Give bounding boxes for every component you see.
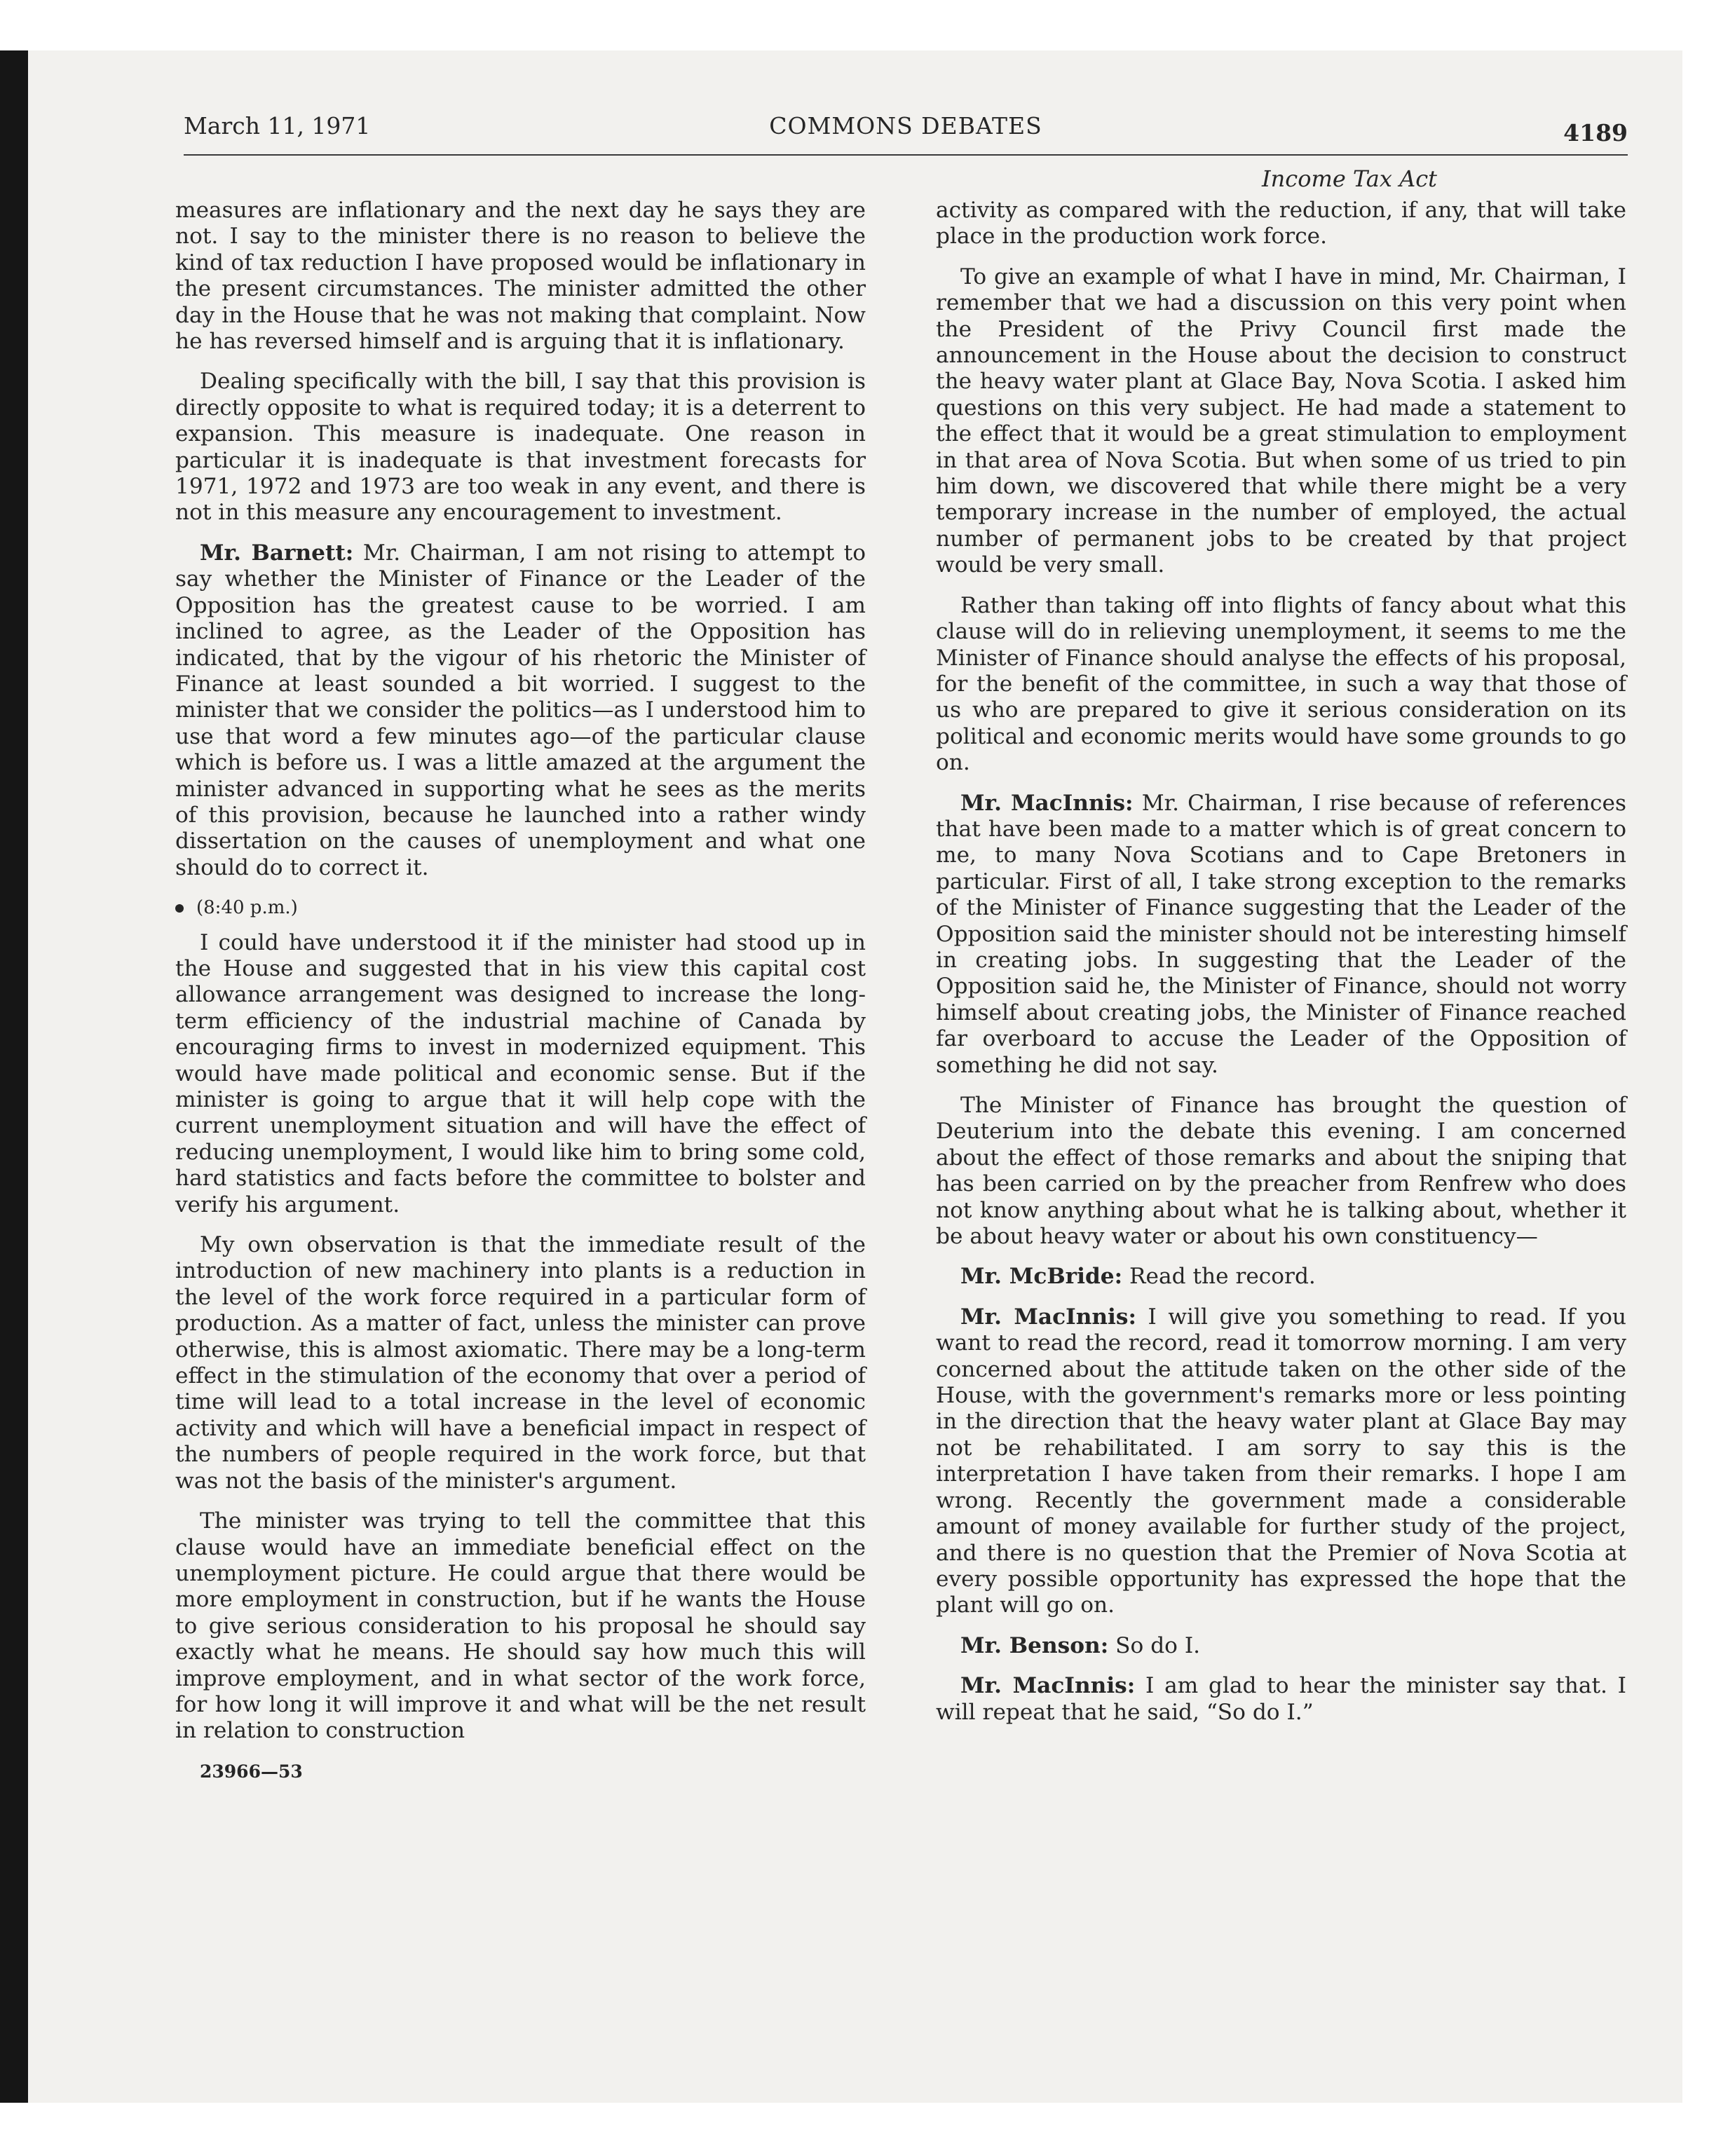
- section-title: Income Tax Act: [1262, 165, 1437, 192]
- speech-paragraph: [936, 1633, 1626, 1659]
- speech-text: Mr. Chairman, I rise because of references that have been made to a matter which is of great concern to me, to many Nova Scotians and to Cape Bretoners in particular. First of all, I take strong exception to the remarks of the Minister of Finance suggesting that the Leader of the Opposition said the minister should not be interesting himself in creating jobs. In suggesting that the Leader of the Opposition said he, the Minister of Finance, should not worry himself about creating jobs, the Minister of Finance reached far overboard to accuse the Leader of the Opposition of something he did not say.: [936, 790, 1626, 1078]
- speech-paragraph: [175, 540, 866, 881]
- paragraph: I could have understood it if the minister had stood up in the House and suggested that in his view this capital cost allowance arrangement was designed to increase the long-term efficiency of the industrial machine of Canada by encouraging firms to invest in modernized equipment. This would have made political and economic sense. But if the minister is going to argue that it will help cope with the current unemployment situation and will have the effect of reducing unemployment, I would like him to bring some cold, hard statistics and facts before the committee to bolster and verify his argument.: [175, 929, 866, 1217]
- speaker-name: Mr. MacInnis:: [960, 790, 1134, 816]
- header-page-number: 4189: [1563, 119, 1628, 146]
- bullet-icon: [175, 904, 184, 913]
- header-date: March 11, 1971: [184, 112, 371, 139]
- speech-text: I am glad to hear the minister say that. I will repeat that he said, “So do I.”: [936, 1673, 1626, 1725]
- document-page: [175, 0, 1626, 2033]
- left-column: [175, 198, 866, 1785]
- paragraph: The minister was trying to tell the committee that this clause would have an immediate beneficial effect on the unemployment picture. He could argue that there would be more employment in construction, but if he wants the House to give serious consideration to his proposal he should say exactly what he means. He should say how much this will improve employment, and in what sector of the work force, for how long it will improve it and what will be the net result in relation to construction: [175, 1508, 866, 1744]
- speech-paragraph: [936, 791, 1626, 1079]
- speech-text: Mr. Chairman, I am not rising to attempt to say whether the Minister of Finance or the Leader of the Opposition has the greatest cause to be worried. I am inclined to agree, as the Leader of the Opposition has indicated, that by the vigour of his rhetoric the Minister of Finance at least sounded a bit worried. I suggest to the minister that we consider the politics—as I understood him to use that word a few minutes ago—of the particular clause which is before us. I was a little amazed at the argument the minister advanced in supporting what he sees as the merits of this provision, because he launched into a rather windy dissertation on the causes of unemployment and what one should do to correct it.: [175, 540, 866, 880]
- speaker-name: Mr. MacInnis:: [960, 1304, 1136, 1330]
- speaker-name: Mr. McBride:: [960, 1264, 1123, 1290]
- speaker-name: Mr. Benson:: [960, 1632, 1109, 1658]
- footer-code: 23966—53: [200, 1761, 303, 1782]
- speech-paragraph: [936, 1264, 1626, 1290]
- speaker-name: Mr. MacInnis:: [960, 1673, 1136, 1699]
- speaker-name: Mr. Barnett:: [200, 540, 354, 566]
- speech-paragraph: [936, 1673, 1626, 1726]
- paragraph: measures are inflationary and the next day he says they are not. I say to the minister there is no reason to believe the kind of tax reduction I have proposed would be inflationary in the present circumstances. The minister admitted the other day in the House that he was not making that complaint. Now he has reversed himself and is arguing that it is inflationary.: [175, 198, 866, 355]
- timestamp-text: (8:40 p.m.): [196, 897, 298, 919]
- timestamp: [175, 895, 866, 921]
- paragraph: The Minister of Finance has brought the question of Deuterium into the debate this evening. I am concerned about the effect of those remarks and about the sniping that has been carried on by the preacher from Renfrew who does not know anything about what he is talking about, whether it be about heavy water or about his own constituency—: [936, 1093, 1626, 1250]
- paragraph: activity as compared with the reduction, if any, that will take place in the production work force.: [936, 198, 1626, 250]
- speech-paragraph: [936, 1304, 1626, 1619]
- paragraph: My own observation is that the immediate result of the introduction of new machinery into plants is a reduction in the level of the work force required in a particular form of production. As a matter of fact, unless the minister can prove otherwise, this is almost axiomatic. There may be a long-term effect in the stimulation of the economy that over a period of time will lead to a total increase in the level of economic activity and which will have a beneficial impact in respect of the numbers of people required in the work force, but that was not the basis of the minister's argument.: [175, 1232, 866, 1494]
- speech-text: I will give you something to read. If you want to read the record, read it tomorrow morning. I am very concerned about the attitude taken on the other side of the House, with the government's remarks more or less pointing in the direction that the heavy water plant at Glace Bay may not be rehabilitated. I am sorry to say this is the interpretation I have taken from their remarks. I hope I am wrong. Recently the government made a considerable amount of money available for further study of the project, and there is no question that the Premier of Nova Scotia at every possible opportunity has expressed the hope that the plant will go on.: [936, 1304, 1626, 1618]
- header-publication: COMMONS DEBATES: [769, 112, 1042, 139]
- paragraph: To give an example of what I have in mind, Mr. Chairman, I remember that we had a discussion on this very point when the President of the Privy Council first made the announcement in the House about the decision to construct the heavy water plant at Glace Bay, Nova Scotia. I asked him questions on this very subject. He had made a statement to the effect that it would be a great stimulation to employment in that area of Nova Scotia. But when some of us tried to pin him down, we discovered that while there might be a very temporary increase in the number of employed, the actual number of permanent jobs to be created by that project would be very small.: [936, 264, 1626, 578]
- speech-text: So do I.: [1115, 1632, 1201, 1658]
- right-column: [936, 198, 1626, 1740]
- paragraph: Rather than taking off into flights of fancy about what this clause will do in relieving unemployment, it seems to me the Minister of Finance should analyse the effects of his proposal, for the benefit of the committee, in such a way that those of us who are prepared to give it serious consideration on its political and economic merits would have some grounds to go on.: [936, 592, 1626, 776]
- paragraph: Dealing specifically with the bill, I say that this provision is directly opposite to what is required today; it is a deterrent to expansion. This measure is inadequate. One reason in particular it is inadequate is that investment forecasts for 1971, 1972 and 1973 are too weak in any event, and there is not in this measure any encouragement to investment.: [175, 369, 866, 526]
- speech-text: Read the record.: [1129, 1264, 1316, 1290]
- binding-edge: [0, 50, 28, 2103]
- page-header: [184, 105, 1628, 156]
